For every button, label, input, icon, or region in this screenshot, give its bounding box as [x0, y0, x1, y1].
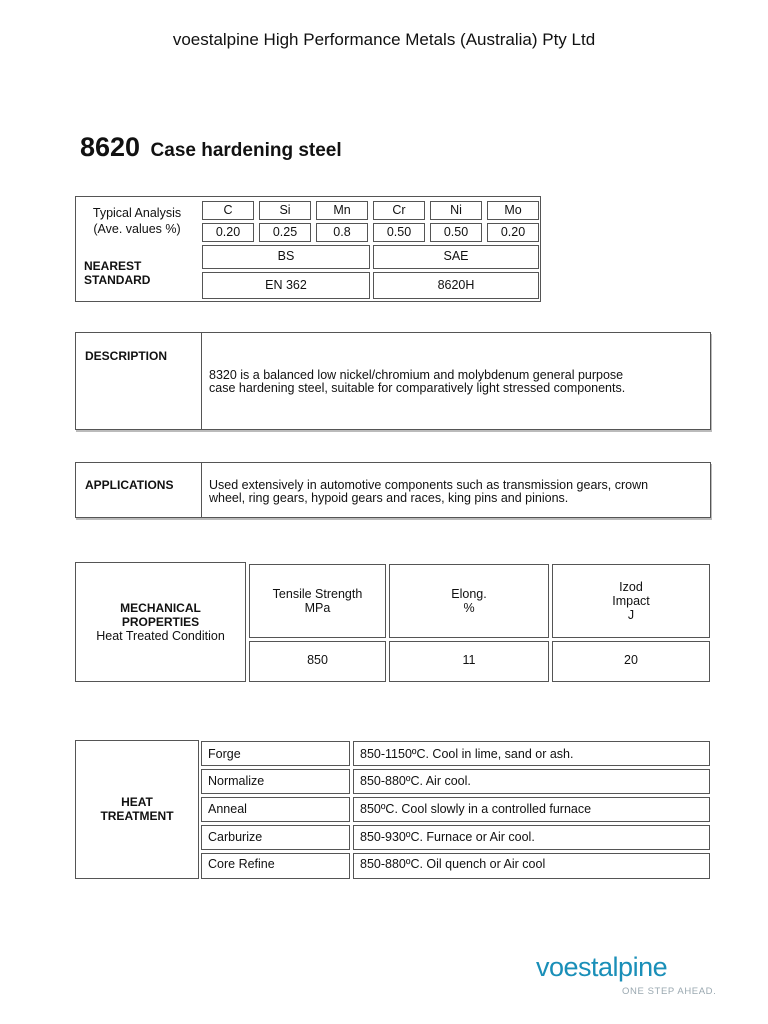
- heat-row-process: Normalize: [201, 769, 350, 794]
- bs-standard-value: EN 362: [202, 272, 370, 299]
- elongation-header-line1: Elong.: [451, 587, 487, 601]
- description-section: [75, 332, 711, 430]
- heat-row-process: Core Refine: [201, 853, 350, 879]
- mechanical-properties-table: [75, 562, 712, 684]
- elongation-header-line2: %: [463, 601, 475, 615]
- element-value-c: 0.20: [202, 223, 254, 242]
- heat-row-process: Carburize: [201, 825, 350, 850]
- element-header-ni: Ni: [430, 201, 482, 220]
- applications-label: APPLICATIONS: [85, 478, 174, 492]
- element-value-si: 0.25: [259, 223, 311, 242]
- applications-text-line1: Used extensively in automotive components such as transmission gears, crown: [209, 478, 649, 492]
- steel-name: Case hardening steel: [150, 140, 342, 161]
- description-label: DESCRIPTION: [85, 349, 168, 363]
- mechanical-label-line2: PROPERTIES: [121, 615, 200, 629]
- analysis-label: [78, 205, 196, 237]
- heat-treatment-label-line2: TREATMENT: [100, 809, 174, 823]
- heat-row-detail: 850-930ºC. Furnace or Air cool.: [353, 825, 710, 850]
- izod-header-line3: J: [627, 608, 635, 622]
- description-label-cell: [76, 333, 202, 429]
- elongation-header: [389, 564, 549, 638]
- bs-standard-header: BS: [202, 245, 370, 269]
- mechanical-label-line3: Heat Treated Condition: [96, 629, 225, 643]
- element-header-si: Si: [259, 201, 311, 220]
- mechanical-label-cell: [75, 562, 246, 682]
- izod-header: [552, 564, 710, 638]
- mechanical-label-line1: MECHANICAL: [120, 601, 201, 615]
- steel-grade: 8620: [80, 132, 141, 162]
- heat-row-detail: 850-1150ºC. Cool in lime, sand or ash.: [353, 741, 710, 766]
- composition-table: [75, 196, 541, 302]
- company-header: voestalpine High Performance Metals (Australia) Pty Ltd: [172, 30, 596, 49]
- heat-treatment-table: [75, 740, 712, 880]
- heat-row-detail: 850-880ºC. Oil quench or Air cool: [353, 853, 710, 879]
- logo-tagline: ONE STEP AHEAD.: [622, 986, 717, 997]
- voestalpine-logo: voestalpine: [536, 952, 668, 982]
- izod-value: 20: [552, 641, 710, 682]
- tensile-header: [249, 564, 386, 638]
- heat-treatment-label-line1: HEAT: [121, 795, 153, 809]
- sae-standard-header: SAE: [373, 245, 539, 269]
- heat-treatment-label: [75, 740, 199, 879]
- element-header-cr: Cr: [373, 201, 425, 220]
- izod-header-line1: Izod: [619, 580, 643, 594]
- heat-row-process: Forge: [201, 741, 350, 766]
- applications-text-line2: wheel, ring gears, hypoid gears and races, king pins and pinions.: [209, 491, 569, 505]
- analysis-label-line1: Typical Analysis: [92, 206, 182, 220]
- page-title: [80, 132, 342, 163]
- elongation-value: 11: [389, 641, 549, 682]
- standard-label-line1: NEAREST: [84, 259, 142, 273]
- nearest-standard-label: [84, 259, 194, 287]
- description-text-line2: case hardening steel, suitable for comparatively light stressed components.: [209, 381, 626, 395]
- description-text: [209, 369, 705, 395]
- tensile-value: 850: [249, 641, 386, 682]
- applications-text: [209, 479, 705, 505]
- sae-standard-value: 8620H: [373, 272, 539, 299]
- element-value-mo: 0.20: [487, 223, 539, 242]
- heat-row-detail: 850ºC. Cool slowly in a controlled furnace: [353, 797, 710, 822]
- heat-row-process: Anneal: [201, 797, 350, 822]
- tensile-header-line1: Tensile Strength: [272, 587, 363, 601]
- heat-row-detail: 850-880ºC. Air cool.: [353, 769, 710, 794]
- element-value-mn: 0.8: [316, 223, 368, 242]
- analysis-label-line2: (Ave. values %): [93, 222, 181, 236]
- element-value-ni: 0.50: [430, 223, 482, 242]
- izod-header-line2: Impact: [612, 594, 650, 608]
- tensile-header-line2: MPa: [304, 601, 331, 615]
- element-header-c: C: [202, 201, 254, 220]
- element-header-mo: Mo: [487, 201, 539, 220]
- element-value-cr: 0.50: [373, 223, 425, 242]
- standard-label-line2: STANDARD: [84, 273, 151, 287]
- applications-section: [75, 462, 711, 518]
- description-text-line1: 8320 is a balanced low nickel/chromium and molybdenum general purpose: [209, 368, 624, 382]
- element-header-mn: Mn: [316, 201, 368, 220]
